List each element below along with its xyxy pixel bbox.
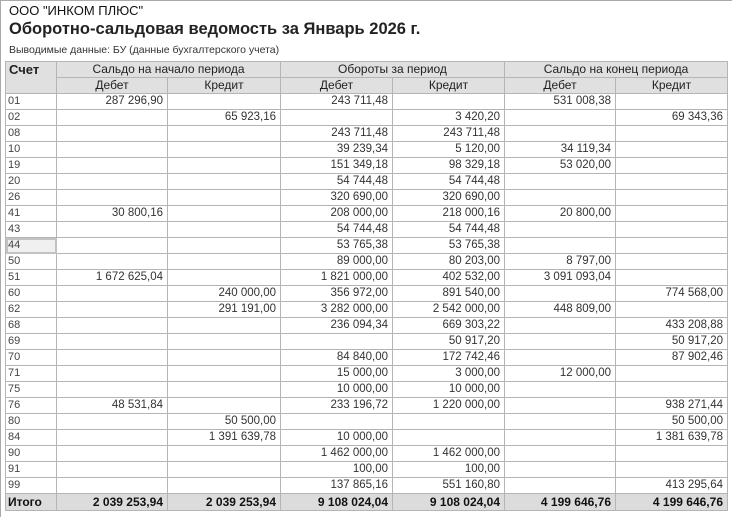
opening-debit-cell[interactable] xyxy=(57,302,168,318)
table-row xyxy=(6,478,728,494)
opening-debit-cell[interactable] xyxy=(57,334,168,350)
turnover-debit-header[interactable]: Дебет xyxy=(281,78,393,94)
turnover-debit-cell[interactable]: 89 000,00 xyxy=(281,254,393,270)
table-row xyxy=(6,350,728,366)
account-cell[interactable]: 75 xyxy=(6,382,57,398)
closing-debit-cell[interactable] xyxy=(505,382,616,398)
closing-credit-cell[interactable] xyxy=(616,142,728,158)
opening-credit-cell[interactable] xyxy=(168,382,281,398)
turnover-debit-cell[interactable] xyxy=(281,414,393,430)
closing-debit-cell[interactable] xyxy=(505,478,616,494)
closing-credit-cell[interactable]: 433 208,88 xyxy=(616,318,728,334)
turnover-debit-cell[interactable]: 137 865,16 xyxy=(281,478,393,494)
account-cell[interactable]: 70 xyxy=(6,350,57,366)
account-cell[interactable]: 80 xyxy=(6,414,57,430)
balance-sheet-table xyxy=(5,61,728,511)
total-opening-credit[interactable]: 2 039 253,94 xyxy=(168,494,281,511)
opening-debit-cell[interactable] xyxy=(57,174,168,190)
table-row xyxy=(6,430,728,446)
opening-debit-cell[interactable]: 1 672 625,04 xyxy=(57,270,168,286)
report-title: Оборотно-сальдовая ведомость за Январь 2026 г. xyxy=(9,20,421,38)
account-cell[interactable]: 10 xyxy=(6,142,57,158)
turnover-credit-cell[interactable]: 320 690,00 xyxy=(393,190,505,206)
account-cell[interactable]: 68 xyxy=(6,318,57,334)
closing-credit-cell[interactable] xyxy=(616,270,728,286)
account-cell[interactable]: 01 xyxy=(6,94,57,110)
closing-debit-cell[interactable] xyxy=(505,350,616,366)
opening-debit-cell[interactable] xyxy=(57,414,168,430)
total-opening-debit[interactable]: 2 039 253,94 xyxy=(57,494,168,511)
opening-debit-cell[interactable] xyxy=(57,190,168,206)
closing-debit-cell[interactable]: 53 020,00 xyxy=(505,158,616,174)
opening-credit-cell[interactable]: 50 500,00 xyxy=(168,414,281,430)
table-row xyxy=(6,462,728,478)
opening-credit-cell[interactable] xyxy=(168,174,281,190)
table-row xyxy=(6,142,728,158)
turnover-debit-cell[interactable]: 151 349,18 xyxy=(281,158,393,174)
closing-debit-cell[interactable]: 448 809,00 xyxy=(505,302,616,318)
table-row xyxy=(6,270,728,286)
turnover-credit-cell[interactable]: 669 303,22 xyxy=(393,318,505,334)
turnover-debit-cell[interactable]: 1 462 000,00 xyxy=(281,446,393,462)
opening-credit-cell[interactable] xyxy=(168,270,281,286)
closing-credit-header[interactable]: Кредит xyxy=(616,78,728,94)
closing-credit-cell[interactable] xyxy=(616,190,728,206)
table-row xyxy=(6,238,728,254)
opening-debit-cell[interactable] xyxy=(57,350,168,366)
turnover-header[interactable]: Обороты за период xyxy=(281,62,505,78)
closing-debit-cell[interactable]: 12 000,00 xyxy=(505,366,616,382)
opening-credit-cell[interactable]: 291 191,00 xyxy=(168,302,281,318)
table-row xyxy=(6,334,728,350)
turnover-debit-cell[interactable]: 3 282 000,00 xyxy=(281,302,393,318)
closing-debit-cell[interactable] xyxy=(505,126,616,142)
closing-debit-cell[interactable]: 531 008,38 xyxy=(505,94,616,110)
total-turnover-debit[interactable]: 9 108 024,04 xyxy=(281,494,393,511)
opening-debit-cell[interactable] xyxy=(57,110,168,126)
opening-debit-header[interactable]: Дебет xyxy=(57,78,168,94)
turnover-credit-cell[interactable]: 243 711,48 xyxy=(393,126,505,142)
closing-debit-cell[interactable]: 34 119,34 xyxy=(505,142,616,158)
opening-debit-cell[interactable] xyxy=(57,222,168,238)
table-row xyxy=(6,110,728,126)
total-turnover-credit[interactable]: 9 108 024,04 xyxy=(393,494,505,511)
table-row xyxy=(6,366,728,382)
turnover-credit-cell[interactable] xyxy=(393,430,505,446)
closing-credit-cell[interactable] xyxy=(616,158,728,174)
turnover-debit-cell[interactable]: 320 690,00 xyxy=(281,190,393,206)
account-cell[interactable]: 41 xyxy=(6,206,57,222)
table-row xyxy=(6,190,728,206)
closing-credit-cell[interactable]: 938 271,44 xyxy=(616,398,728,414)
organization-name: ООО "ИНКОМ ПЛЮС" xyxy=(9,3,144,18)
turnover-credit-cell[interactable]: 3 000,00 xyxy=(393,366,505,382)
closing-debit-cell[interactable] xyxy=(505,174,616,190)
turnover-credit-cell[interactable]: 1 220 000,00 xyxy=(393,398,505,414)
table-row xyxy=(6,222,728,238)
account-cell[interactable]: 20 xyxy=(6,174,57,190)
opening-debit-cell[interactable] xyxy=(57,430,168,446)
turnover-credit-cell[interactable]: 80 203,00 xyxy=(393,254,505,270)
closing-credit-cell[interactable] xyxy=(616,238,728,254)
closing-credit-cell[interactable] xyxy=(616,222,728,238)
closing-debit-cell[interactable]: 20 800,00 xyxy=(505,206,616,222)
opening-credit-cell[interactable] xyxy=(168,94,281,110)
closing-credit-cell[interactable]: 87 902,46 xyxy=(616,350,728,366)
table-row xyxy=(6,414,728,430)
account-column-header[interactable]: Счет xyxy=(6,62,57,94)
closing-debit-cell[interactable] xyxy=(505,190,616,206)
closing-debit-cell[interactable] xyxy=(505,286,616,302)
closing-credit-cell[interactable] xyxy=(616,302,728,318)
total-row xyxy=(6,494,728,511)
opening-credit-cell[interactable] xyxy=(168,222,281,238)
closing-debit-cell[interactable] xyxy=(505,462,616,478)
turnover-credit-cell[interactable]: 172 742,46 xyxy=(393,350,505,366)
opening-credit-cell[interactable] xyxy=(168,238,281,254)
closing-debit-cell[interactable] xyxy=(505,446,616,462)
closing-credit-cell[interactable]: 413 295,64 xyxy=(616,478,728,494)
turnover-credit-cell[interactable]: 54 744,48 xyxy=(393,174,505,190)
header-subcolumn-row xyxy=(6,78,728,94)
turnover-credit-cell[interactable]: 53 765,38 xyxy=(393,238,505,254)
table-row xyxy=(6,398,728,414)
turnover-credit-cell[interactable] xyxy=(393,414,505,430)
account-cell[interactable]: 50 xyxy=(6,254,57,270)
closing-credit-cell[interactable]: 69 343,36 xyxy=(616,110,728,126)
closing-credit-cell[interactable]: 50 500,00 xyxy=(616,414,728,430)
turnover-debit-cell[interactable]: 54 744,48 xyxy=(281,174,393,190)
turnover-credit-cell[interactable]: 54 744,48 xyxy=(393,222,505,238)
closing-credit-cell[interactable] xyxy=(616,126,728,142)
turnover-credit-cell[interactable]: 5 120,00 xyxy=(393,142,505,158)
opening-credit-cell[interactable] xyxy=(168,254,281,270)
opening-debit-cell[interactable] xyxy=(57,158,168,174)
opening-credit-cell[interactable] xyxy=(168,334,281,350)
turnover-credit-cell[interactable]: 100,00 xyxy=(393,462,505,478)
frame-top-border xyxy=(0,0,732,1)
turnover-debit-cell[interactable]: 10 000,00 xyxy=(281,430,393,446)
turnover-debit-cell[interactable]: 243 711,48 xyxy=(281,94,393,110)
closing-balance-header[interactable]: Сальдо на конец периода xyxy=(505,62,728,78)
total-label[interactable]: Итого xyxy=(6,494,57,511)
account-cell[interactable]: 08 xyxy=(6,126,57,142)
opening-credit-cell[interactable]: 65 923,16 xyxy=(168,110,281,126)
account-cell[interactable]: 90 xyxy=(6,446,57,462)
account-cell[interactable]: 69 xyxy=(6,334,57,350)
opening-credit-cell[interactable] xyxy=(168,366,281,382)
opening-debit-cell[interactable] xyxy=(57,382,168,398)
account-cell[interactable]: 62 xyxy=(6,302,57,318)
table-row xyxy=(6,174,728,190)
opening-credit-header[interactable]: Кредит xyxy=(168,78,281,94)
opening-debit-cell[interactable]: 287 296,90 xyxy=(57,94,168,110)
opening-debit-cell[interactable]: 48 531,84 xyxy=(57,398,168,414)
turnover-credit-cell[interactable]: 10 000,00 xyxy=(393,382,505,398)
opening-debit-cell[interactable] xyxy=(57,318,168,334)
closing-credit-cell[interactable] xyxy=(616,382,728,398)
closing-debit-cell[interactable]: 8 797,00 xyxy=(505,254,616,270)
account-cell[interactable]: 71 xyxy=(6,366,57,382)
turnover-debit-cell[interactable]: 39 239,34 xyxy=(281,142,393,158)
closing-credit-cell[interactable] xyxy=(616,254,728,270)
account-cell[interactable]: 19 xyxy=(6,158,57,174)
opening-credit-cell[interactable] xyxy=(168,318,281,334)
turnover-credit-cell[interactable] xyxy=(393,94,505,110)
turnover-credit-header[interactable]: Кредит xyxy=(393,78,505,94)
account-cell-selected[interactable]: 44 xyxy=(6,238,57,254)
closing-debit-cell[interactable] xyxy=(505,222,616,238)
opening-credit-cell[interactable]: 240 000,00 xyxy=(168,286,281,302)
opening-credit-cell[interactable] xyxy=(168,350,281,366)
closing-debit-cell[interactable] xyxy=(505,414,616,430)
closing-debit-cell[interactable] xyxy=(505,238,616,254)
turnover-debit-cell[interactable]: 84 840,00 xyxy=(281,350,393,366)
opening-credit-cell[interactable] xyxy=(168,190,281,206)
opening-credit-cell[interactable] xyxy=(168,206,281,222)
account-cell[interactable]: 91 xyxy=(6,462,57,478)
closing-credit-cell[interactable]: 50 917,20 xyxy=(616,334,728,350)
closing-debit-cell[interactable] xyxy=(505,318,616,334)
opening-credit-cell[interactable] xyxy=(168,398,281,414)
opening-debit-cell[interactable] xyxy=(57,126,168,142)
opening-credit-cell[interactable]: 1 391 639,78 xyxy=(168,430,281,446)
table-row xyxy=(6,254,728,270)
account-cell[interactable]: 51 xyxy=(6,270,57,286)
turnover-debit-cell[interactable]: 10 000,00 xyxy=(281,382,393,398)
closing-debit-cell[interactable] xyxy=(505,334,616,350)
turnover-credit-cell[interactable]: 98 329,18 xyxy=(393,158,505,174)
opening-debit-cell[interactable] xyxy=(57,286,168,302)
table-row xyxy=(6,382,728,398)
turnover-credit-cell[interactable]: 218 000,16 xyxy=(393,206,505,222)
turnover-debit-cell[interactable]: 100,00 xyxy=(281,462,393,478)
turnover-credit-cell[interactable]: 551 160,80 xyxy=(393,478,505,494)
closing-debit-cell[interactable] xyxy=(505,430,616,446)
closing-credit-cell[interactable] xyxy=(616,94,728,110)
table-row xyxy=(6,286,728,302)
table-row xyxy=(6,206,728,222)
closing-credit-cell[interactable] xyxy=(616,366,728,382)
turnover-debit-cell[interactable]: 356 972,00 xyxy=(281,286,393,302)
turnover-credit-cell[interactable]: 2 542 000,00 xyxy=(393,302,505,318)
turnover-debit-cell[interactable] xyxy=(281,110,393,126)
frame-left-border xyxy=(0,0,1,517)
turnover-credit-cell[interactable]: 3 420,20 xyxy=(393,110,505,126)
turnover-debit-cell[interactable]: 236 094,34 xyxy=(281,318,393,334)
opening-credit-cell[interactable] xyxy=(168,478,281,494)
opening-debit-cell[interactable] xyxy=(57,238,168,254)
account-cell[interactable]: 26 xyxy=(6,190,57,206)
table-row xyxy=(6,126,728,142)
table-body xyxy=(6,94,728,494)
total-closing-credit[interactable]: 4 199 646,76 xyxy=(616,494,728,511)
turnover-credit-cell[interactable]: 891 540,00 xyxy=(393,286,505,302)
account-cell[interactable]: 84 xyxy=(6,430,57,446)
table-row xyxy=(6,158,728,174)
turnover-debit-cell[interactable]: 243 711,48 xyxy=(281,126,393,142)
opening-balance-header[interactable]: Сальдо на начало периода xyxy=(57,62,281,78)
report-subtitle: Выводимые данные: БУ (данные бухгалтерского учета) xyxy=(9,44,280,56)
opening-debit-cell[interactable] xyxy=(57,142,168,158)
turnover-debit-cell[interactable] xyxy=(281,334,393,350)
turnover-credit-cell[interactable]: 402 532,00 xyxy=(393,270,505,286)
opening-debit-cell[interactable] xyxy=(57,366,168,382)
opening-debit-cell[interactable] xyxy=(57,462,168,478)
turnover-debit-cell[interactable]: 233 196,72 xyxy=(281,398,393,414)
turnover-debit-cell[interactable]: 53 765,38 xyxy=(281,238,393,254)
turnover-debit-cell[interactable]: 54 744,48 xyxy=(281,222,393,238)
opening-debit-cell[interactable] xyxy=(57,254,168,270)
turnover-credit-cell[interactable]: 1 462 000,00 xyxy=(393,446,505,462)
closing-credit-cell[interactable] xyxy=(616,174,728,190)
closing-debit-header[interactable]: Дебет xyxy=(505,78,616,94)
opening-debit-cell[interactable] xyxy=(57,446,168,462)
turnover-debit-cell[interactable]: 1 821 000,00 xyxy=(281,270,393,286)
account-cell[interactable]: 43 xyxy=(6,222,57,238)
total-closing-debit[interactable]: 4 199 646,76 xyxy=(505,494,616,511)
closing-credit-cell[interactable]: 774 568,00 xyxy=(616,286,728,302)
closing-debit-cell[interactable] xyxy=(505,110,616,126)
opening-credit-cell[interactable] xyxy=(168,142,281,158)
account-cell[interactable]: 76 xyxy=(6,398,57,414)
table-row xyxy=(6,94,728,110)
closing-debit-cell[interactable]: 3 091 093,04 xyxy=(505,270,616,286)
table-row xyxy=(6,318,728,334)
opening-debit-cell[interactable] xyxy=(57,478,168,494)
turnover-credit-cell[interactable]: 50 917,20 xyxy=(393,334,505,350)
closing-credit-cell[interactable] xyxy=(616,206,728,222)
turnover-debit-cell[interactable]: 15 000,00 xyxy=(281,366,393,382)
closing-debit-cell[interactable] xyxy=(505,398,616,414)
opening-credit-cell[interactable] xyxy=(168,462,281,478)
opening-credit-cell[interactable] xyxy=(168,446,281,462)
account-cell[interactable]: 60 xyxy=(6,286,57,302)
table-row xyxy=(6,302,728,318)
header-group-row xyxy=(6,62,728,78)
opening-debit-cell[interactable]: 30 800,16 xyxy=(57,206,168,222)
closing-credit-cell[interactable] xyxy=(616,462,728,478)
account-cell[interactable]: 02 xyxy=(6,110,57,126)
opening-credit-cell[interactable] xyxy=(168,126,281,142)
closing-credit-cell[interactable] xyxy=(616,446,728,462)
account-cell[interactable]: 99 xyxy=(6,478,57,494)
closing-credit-cell[interactable]: 1 381 639,78 xyxy=(616,430,728,446)
opening-credit-cell[interactable] xyxy=(168,158,281,174)
table-row xyxy=(6,446,728,462)
turnover-debit-cell[interactable]: 208 000,00 xyxy=(281,206,393,222)
